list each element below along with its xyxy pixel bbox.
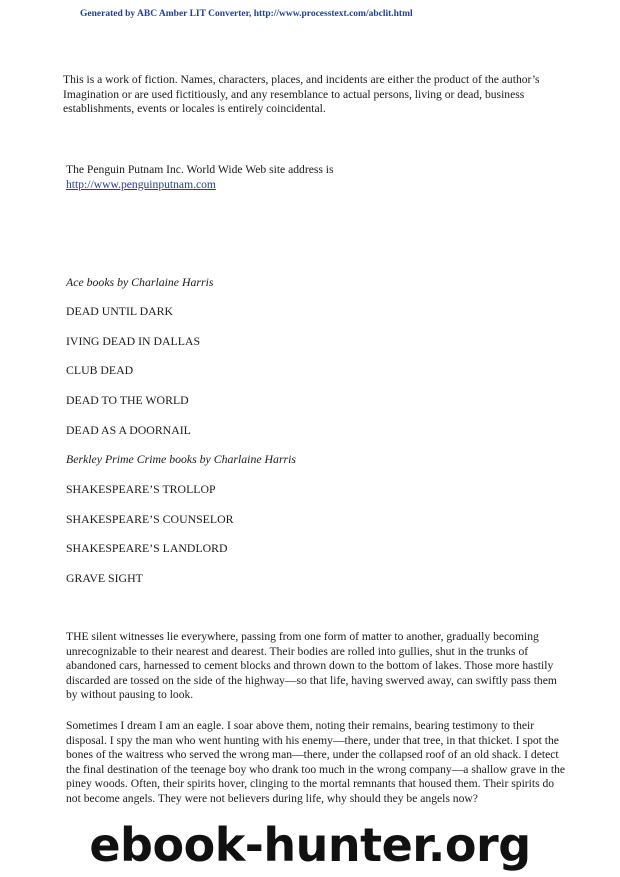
book-title: DEAD TO THE WORLD bbox=[66, 393, 189, 407]
ebook-hunter-watermark: ebook-hunter.org bbox=[89, 818, 531, 872]
book-title: SHAKESPEARE’S LANDLORD bbox=[66, 541, 228, 555]
website-intro: The Penguin Putnam Inc. World Wide Web site address is bbox=[66, 163, 334, 176]
book-title: SHAKESPEARE’S COUNSELOR bbox=[66, 512, 234, 526]
book-title: IVING DEAD IN DALLAS bbox=[66, 334, 201, 348]
book-title: DEAD AS A DOORNAIL bbox=[66, 423, 191, 437]
book-title: SHAKESPEARE’S TROLLOP bbox=[66, 482, 216, 496]
website-notice bbox=[66, 163, 566, 192]
ace-books-heading: Ace books by Charlaine Harris bbox=[66, 275, 214, 289]
body-paragraph-2: Sometimes I dream I am an eagle. I soar above them, noting their remains, bearing testimony to their disposal. I spy the man who went hunting with his enemy—there, under that tree, in that thicket. I spot the bones of the waitress who served the wrong man—there, under the collapsed roof of an old shack. I detect the final destination of the teenage boy who drank too much in the wrong company—a shallow grave in the piney woods. Often, their spirits hover, clinging to the mortal remnants that housed them. Their spirits do not become angels. They were not believers during life, why should they be angels now? bbox=[66, 719, 566, 805]
book-title: CLUB DEAD bbox=[66, 363, 134, 377]
book-title: GRAVE SIGHT bbox=[66, 571, 143, 585]
converter-header: Generated by ABC Amber LIT Converter, http://www.processtext.com/abclit.html bbox=[80, 9, 413, 19]
berkley-books-heading: Berkley Prime Crime books by Charlaine Harris bbox=[66, 452, 297, 466]
fiction-disclaimer: This is a work of fiction. Names, characters, places, and incidents are either the product of the author’s Imagination or are used fictitiously, and any resemblance to actual persons, living or dead, business establishments, events or locales is entirely coincidental. bbox=[63, 73, 540, 116]
book-title: DEAD UNTIL DARK bbox=[66, 304, 174, 318]
body-paragraph-1: THE silent witnesses lie everywhere, passing from one form of matter to another, gradually becoming unrecognizable to their nearest and dearest. Their bodies are rolled into gullies, shut in the trunks of abandoned cars, harnessed to cement blocks and thrown down to the bottom of lakes. Those more hastily discarded are tossed on the side of the highway—so that life, having swerved away, can swiftly pass them by without pausing to look. bbox=[66, 630, 557, 702]
publisher-link[interactable]: http://www.penguinputnam.com bbox=[66, 177, 216, 191]
